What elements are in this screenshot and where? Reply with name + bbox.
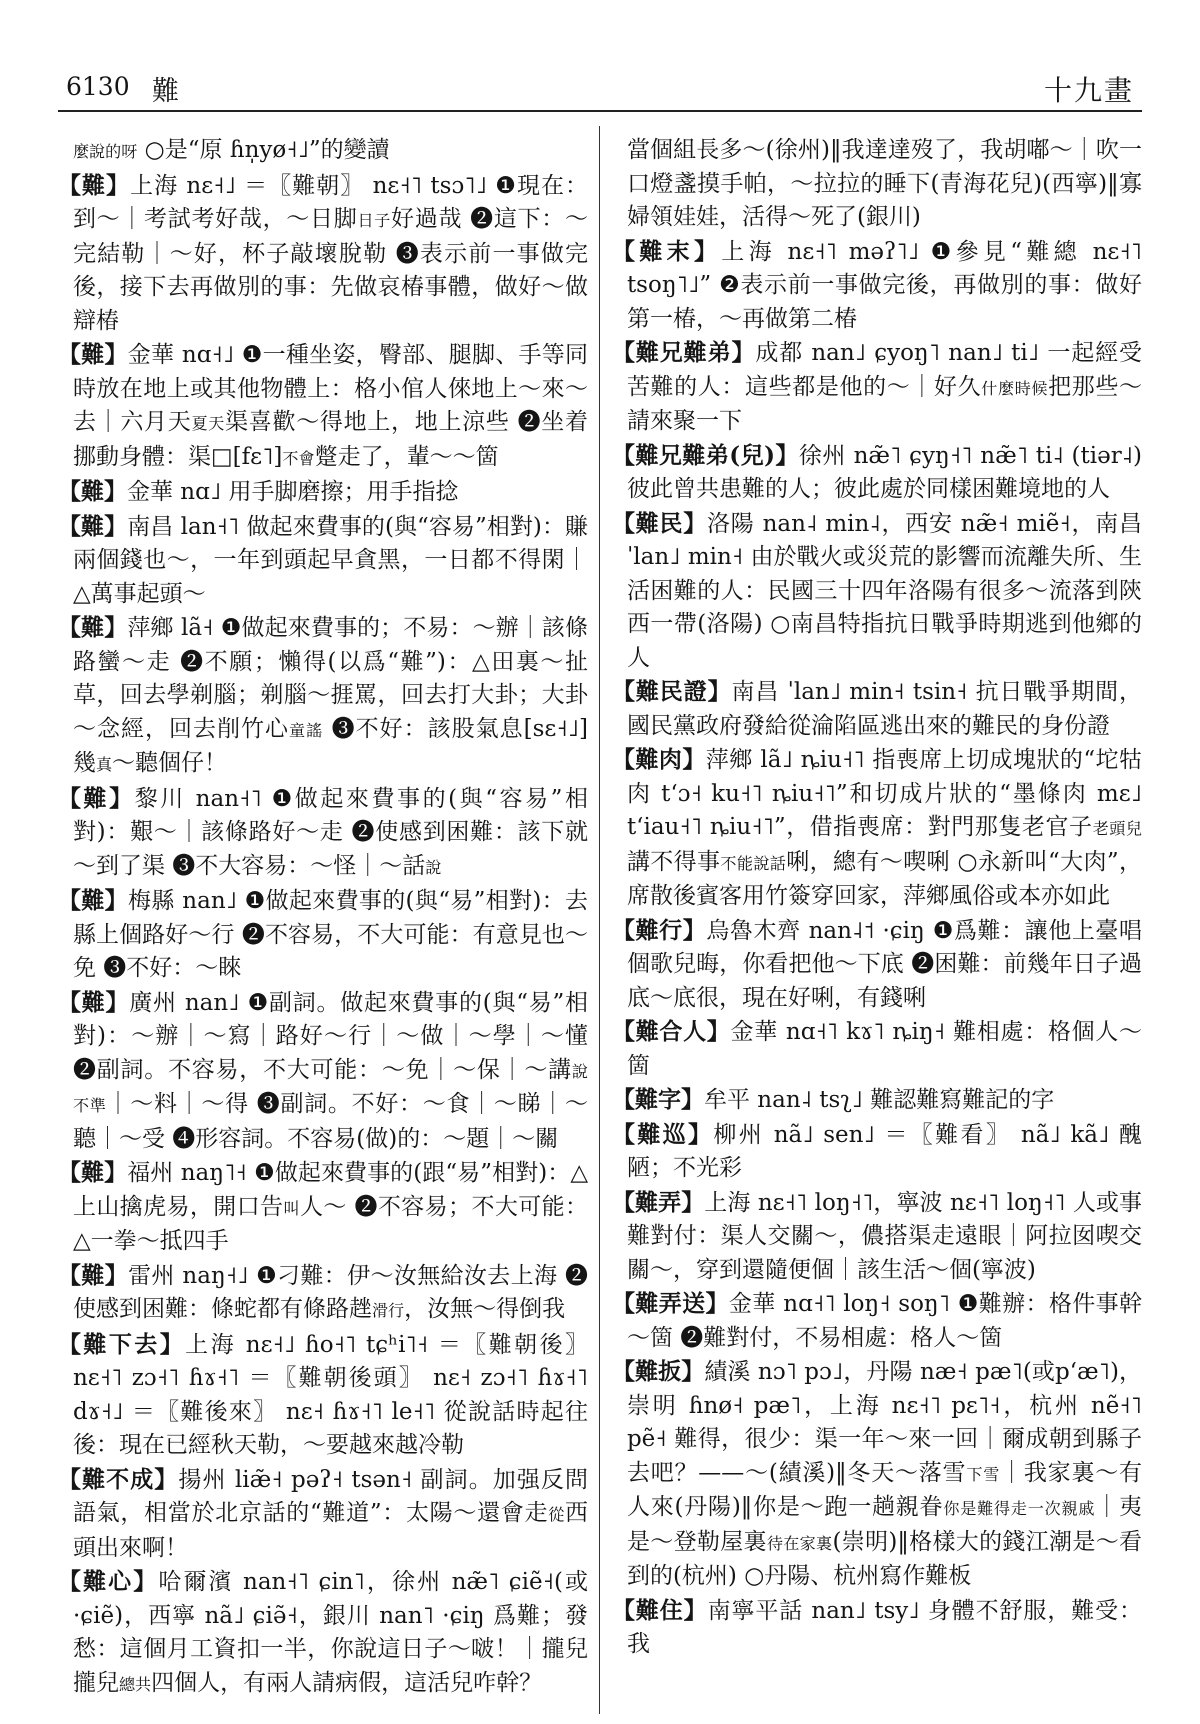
entry-headword: 【難弄送】 xyxy=(612,1290,729,1317)
dictionary-entry xyxy=(58,611,588,782)
entry-text: 金華 nɑ˩ 用手脚磨擦；用手指捻 xyxy=(127,479,459,505)
dictionary-entry xyxy=(612,1355,1142,1594)
entry-headword: 【難】 xyxy=(58,988,130,1016)
dictionary-entry xyxy=(58,338,588,475)
entry-headword: 【難末】 xyxy=(612,237,722,265)
header-character: 難 xyxy=(152,76,179,107)
dictionary-entry xyxy=(612,235,1142,337)
entry-text: 上海 nɛ˧˥ loŋ˧˥，寧波 nɛ˧˥ loŋ˧˥ 人或事難對付：渠人交關～，儂搭渠走遠眼｜阿拉囡喫交關～，穿到還隨便個｜該生活～個(寧波) xyxy=(626,1189,1142,1283)
gloss-note: 下雪 xyxy=(966,1464,1001,1484)
entry-headword: 【難字】 xyxy=(612,1086,704,1113)
entry-text: 梅縣 nan˩ ❶做起來費事的(與“易”相對)：去縣上個路好～行 ❷不容易，不大可能：有意見也～免 ❸不好：～睞 xyxy=(72,888,588,981)
entry-text: 人～ ❷不容易；不大可能：△一拳～抵四手 xyxy=(72,1193,588,1254)
entry-text: 把那些～請來聚一下 xyxy=(626,373,1142,434)
dictionary-entry xyxy=(612,1118,1142,1186)
entry-text: 成都 nan˩ ɕyoŋ˥ nan˩ ti˩ 一起經受苦難的人：這些都是他的～｜好久 xyxy=(626,340,1142,400)
gloss-note: 從 xyxy=(548,1505,565,1524)
gloss-note: 說不準 xyxy=(72,1061,588,1115)
entry-text: 金華 nɑ˧˥ loŋ˧ soŋ˥ ❶難辦：格件事幹～箇 ❷難對付，不易相處：格人～箇 xyxy=(626,1291,1142,1351)
gloss-note: 總共 xyxy=(118,1674,152,1694)
entry-text: ｜夷是～登勒屋裏 xyxy=(626,1494,1142,1555)
gloss-note: 不會 xyxy=(282,448,315,468)
entry-headword: 【難巡】 xyxy=(612,1120,714,1148)
entry-headword: 【難】 xyxy=(58,614,128,641)
entry-headword: 【難】 xyxy=(58,512,128,540)
entry-text: 福州 naŋ˥˧ ❶做起來費事的(跟“易”相對)：△上山擒虎易，開口告 xyxy=(72,1160,588,1220)
entry-headword: 【難弄】 xyxy=(612,1188,705,1216)
dictionary-entry xyxy=(58,1463,588,1566)
left-column xyxy=(58,134,588,1712)
dictionary-entry xyxy=(612,1186,1142,1288)
dictionary-entry xyxy=(612,675,1142,743)
page-number: 6130 xyxy=(66,72,130,101)
entry-text: 當個組長多～(徐州)‖我達達歿了，我胡嘟～｜吹一口燈盞摸手帕，～拉拉的睡下(青海花兒)(西寧)‖寡婦領娃娃，活得～死了(銀川) xyxy=(626,137,1142,230)
entry-text: ｜我家裏～有人來(丹陽)‖你是～跑一趟親眷 xyxy=(626,1459,1142,1520)
entry-headword: 【難】 xyxy=(58,341,128,368)
entry-text: 雷州 naŋ˧˩ ❶刁難：伊～汝無給汝去上海 ❷使感到困難：條蛇都有條路趖 xyxy=(72,1262,588,1322)
gloss-note: 待在家裏 xyxy=(766,1533,833,1553)
entry-text: 哈爾濱 nan˧˥ ɕin˥，徐州 næ̃˥ ɕiẽ˧(或·ɕiẽ)，西寧 nã˩ ɕiə̃˧，銀川 nan˥ ·ɕiŋ 爲難；發愁：這個月工資扣一半，你說這日子～啵！｜攏兒攏兒 xyxy=(72,1569,588,1696)
entry-text: 廣州 nan˩ ❶副詞。做起來費事的(與“易”相對)：～辦｜～寫｜路好～行｜～做｜～學｜～懂 ❷副詞。不容易，不大可能：～免｜～保｜～講 xyxy=(72,989,588,1083)
dictionary-entry xyxy=(58,510,588,612)
entry-text: 牟平 nan˨ tsʅ˩ 難認難寫難記的字 xyxy=(704,1087,1055,1113)
gloss-note: 叫 xyxy=(283,1198,300,1218)
gloss-note: 老頭兒 xyxy=(1092,819,1142,838)
dictionary-entry xyxy=(612,1083,1142,1118)
dictionary-entry xyxy=(612,1594,1142,1662)
entry-headword: 【難兄難弟】 xyxy=(612,339,756,366)
entry-text: 上海 nɛ˧˩ ɦo˧˥ tɕʰi˥˧ ＝〖難朝後〗 nɛ˧˥ zɔ˧˥ ɦɤ˧˥ ＝〖難朝後頭〗 nɛ˧ zɔ˧˥ ɦɤ˧˥ dɤ˧˩ ＝〖難後來〗 nɛ˧ ɦɤ˧˥ le˧˥ 從說話時起往後：現在已經秋天勒，～要越來越冷勒 xyxy=(72,1331,588,1458)
entry-text: 績溪 nɔ˥ pɔ˩，丹陽 næ˧ pæ˥(或pʻæ˥)，崇明 ɦnø˧ pæ˥，上海 nɛ˧˥ pɛ˥˧，杭州 nẽ˧˥ pẽ˧ 難得，很少：渠一年～來一回｜爾成朝到縣子去吧？——～(績溪)‖冬天～落雪 xyxy=(626,1359,1142,1486)
gloss-note: 麼說的呀 xyxy=(72,142,138,161)
gloss-note: 真 xyxy=(95,755,113,774)
dictionary-entry xyxy=(612,1287,1142,1355)
dictionary-entry xyxy=(58,475,588,510)
entry-text: ❸不好：該股氣息[sɛ˧˩]幾 xyxy=(72,715,588,776)
entry-headword: 【難合人】 xyxy=(612,1018,731,1045)
entry-text: ｜～料｜～得 ❸副詞。不好：～食｜～睇｜～聽｜～受 ❹形容詞。不容易(做)的：～題｜～關 xyxy=(72,1091,588,1152)
entry-headword: 【難】 xyxy=(58,171,131,199)
entry-text: 揚州 liæ̃˧ pəʔ˧ tsən˧ 副詞。加强反問語氣，相當於北京話的“難道”：太陽～還會走 xyxy=(72,1466,588,1526)
entry-text: 唎，總有～喫唎 ○永新叫“大肉”，席散後賓客用竹簽穿回家，萍鄉風俗或本亦如此 xyxy=(626,848,1142,909)
entry-text: 好過哉 ❷這下：～完結勒｜～好，杯子敲壞脫勒 ❸表示前一事做完後，接下去再做別的事：先做哀椿事體，做好～做辯椿 xyxy=(72,206,588,334)
entry-headword: 【難】 xyxy=(58,1261,129,1289)
dictionary-entry xyxy=(612,336,1142,439)
right-column xyxy=(612,134,1142,1712)
entry-text: (崇明)‖格樣大的錢江潮是～看到的(杭州) ○丹陽、杭州寫作難板 xyxy=(626,1528,1142,1589)
gloss-note: 滑行 xyxy=(371,1301,405,1320)
gloss-note: 什麼時候 xyxy=(981,378,1049,398)
dictionary-entry xyxy=(612,507,1142,676)
entry-headword: 【難兄難弟(兒)】 xyxy=(612,441,799,469)
entry-text: ～聽個仔！ xyxy=(112,750,228,776)
gloss-note: 說 xyxy=(425,857,442,877)
dictionary-entry xyxy=(58,884,588,986)
entry-headword: 【難肉】 xyxy=(612,746,706,773)
dictionary-entry xyxy=(612,743,1142,914)
entry-text: 金華 nɑ˧˥ kɤ˥ ȵiŋ˧ 難相處：格個人～箇 xyxy=(626,1019,1142,1079)
running-header xyxy=(58,66,1142,112)
entry-text: 講不得事 xyxy=(626,848,721,875)
entry-text: 蹩走了，輩～～箇 xyxy=(314,443,499,470)
entry-headword: 【難】 xyxy=(58,1159,128,1186)
entry-headword: 【難不成】 xyxy=(58,1465,179,1493)
dictionary-entry xyxy=(58,986,588,1157)
entry-headword: 【難扳】 xyxy=(612,1358,705,1385)
entry-continuation xyxy=(58,134,588,169)
entry-headword: 【難行】 xyxy=(612,916,707,944)
entry-headword: 【難心】 xyxy=(58,1568,159,1595)
dictionary-entry xyxy=(612,439,1142,507)
entry-text: 金華 nɑ˧˩ ❶一種坐姿，臀部、腿脚、手等同時放在地上或其他物體上：格小倌人倈地上～來～去｜六月天 xyxy=(72,342,588,435)
entry-text: 南昌 ˈlan˩ min˧ tsin˧ 抗日戰爭期間，國民黨政府發給從淪陷區逃出來的難民的身份證 xyxy=(626,679,1142,739)
dictionary-entry xyxy=(58,169,588,339)
gloss-note: 不能說話 xyxy=(720,853,787,873)
dictionary-entry xyxy=(58,782,588,885)
entry-text: ，汝無～得倒我 xyxy=(404,1296,566,1322)
entry-text: ○是“原 ɦn̩yø˧˩”的變讀 xyxy=(137,137,390,163)
entry-text: 四個人，有兩人請病假，這活兒咋幹？ xyxy=(151,1669,543,1696)
entry-text: 南昌 lan˧˥ 做起來費事的(與“容易”相對)：賺兩個錢也～，一年到頭起早貪黑，一日都不得閑｜△萬事起頭～ xyxy=(72,513,588,607)
entry-text: 南寧平話 nan˩ tsy˩ 身體不舒服，難受：我 xyxy=(626,1597,1142,1657)
entry-text: 萍鄉 lã˧ ❶做起來費事的；不易：～辦｜該條路蠻～走 ❷不願；懶得(以爲“難”)：△田裏～扯草，回去學剃腦；剃腦～捱罵，回去打大卦；大卦～念經，回去削竹心 xyxy=(72,615,588,742)
dictionary-entry xyxy=(58,1259,588,1328)
dictionary-entry xyxy=(58,1565,588,1701)
entry-text: 西頭出來啊！ xyxy=(72,1500,588,1561)
entry-headword: 【難民】 xyxy=(612,509,708,537)
entry-continuation xyxy=(612,134,1142,235)
entry-headword: 【難】 xyxy=(58,887,128,914)
entry-text: 柳州 nã˩ sen˩ ＝〖難看〗 nã˩ kã˩ 醜陋；不光彩 xyxy=(626,1121,1142,1181)
entry-headword: 【難下去】 xyxy=(58,1330,186,1358)
entry-text: 烏魯木齊 nan˨˦ ·ɕiŋ ❶爲難：讓他上臺唱個歌兒晦，你看把他～下底 ❷困難：前幾年日子過底～底很，現在好唎，有錢唎 xyxy=(626,917,1142,1011)
entry-text: 上海 nɛ˧˥ məʔ˥˩ ❶參見“難總 nɛ˧˥ tsoŋ˥˩” ❷表示前一事做完後，再做別的事：做好第一椿，～再做第二椿 xyxy=(626,238,1142,332)
entry-text: 渠喜歡～得地上，地上涼些 ❷坐着挪動身體：渠□[fɛ˥] xyxy=(72,409,588,470)
column-divider xyxy=(599,126,600,1714)
entry-text: 上海 nɛ˧˩ ＝〖難朝〗 nɛ˧˥ tsɔ˥˩ ❶現在：到～｜考試考好哉，～日脚 xyxy=(72,172,588,232)
entry-headword: 【難住】 xyxy=(612,1596,708,1624)
entry-text: 洛陽 nan˨ min˨，西安 næ̃˧ miẽ˧，南昌 ˈlan˩ min˧ 由於戰火或災荒的影響而流離失所、生活困難的人：民國三十四年洛陽有很多～流落到陝西一帶(洛陽) ○南昌特指抗日戰爭時期逃到他鄉的人 xyxy=(626,510,1142,671)
gloss-note: 日子 xyxy=(357,211,392,230)
dictionary-entry xyxy=(612,914,1142,1016)
dictionary-entry xyxy=(58,1328,588,1463)
entry-text: 徐州 næ̃˥ ɕyŋ˧˥ næ̃˥ ti˨ (tiər˨) 彼此曾共患難的人；彼此處於同樣困難境地的人 xyxy=(626,442,1142,502)
gloss-note: 你是難得走一次親戚 xyxy=(943,1499,1096,1518)
gloss-note: 夏天 xyxy=(191,414,226,433)
entry-headword: 【難】 xyxy=(58,784,135,812)
entry-text: 萍鄉 lã˩ ȵiu˧˥ 指喪席上切成塊狀的“坨牯肉 tʻɔ˧ ku˧˥ ȵiu˧˥”和切成片狀的“墨條肉 mɛ˩ tʻiau˧˥ ȵiu˧˥”，借指喪席：對門那隻老官子 xyxy=(626,747,1142,840)
dictionary-entry xyxy=(58,1156,588,1259)
entry-headword: 【難民證】 xyxy=(612,678,732,705)
entry-headword: 【難】 xyxy=(58,478,127,505)
dictionary-entry xyxy=(612,1015,1142,1083)
stroke-section: 十九畫 xyxy=(1043,74,1134,107)
entry-text: 黎川 nan˧˥ ❶做起來費事的(與“容易”相對)：艱～｜該條路好～走 ❷使感到困難：該下就～到了渠 ❸不大容易：～怪｜～話 xyxy=(72,785,588,879)
gloss-note: 童謠 xyxy=(289,720,324,740)
